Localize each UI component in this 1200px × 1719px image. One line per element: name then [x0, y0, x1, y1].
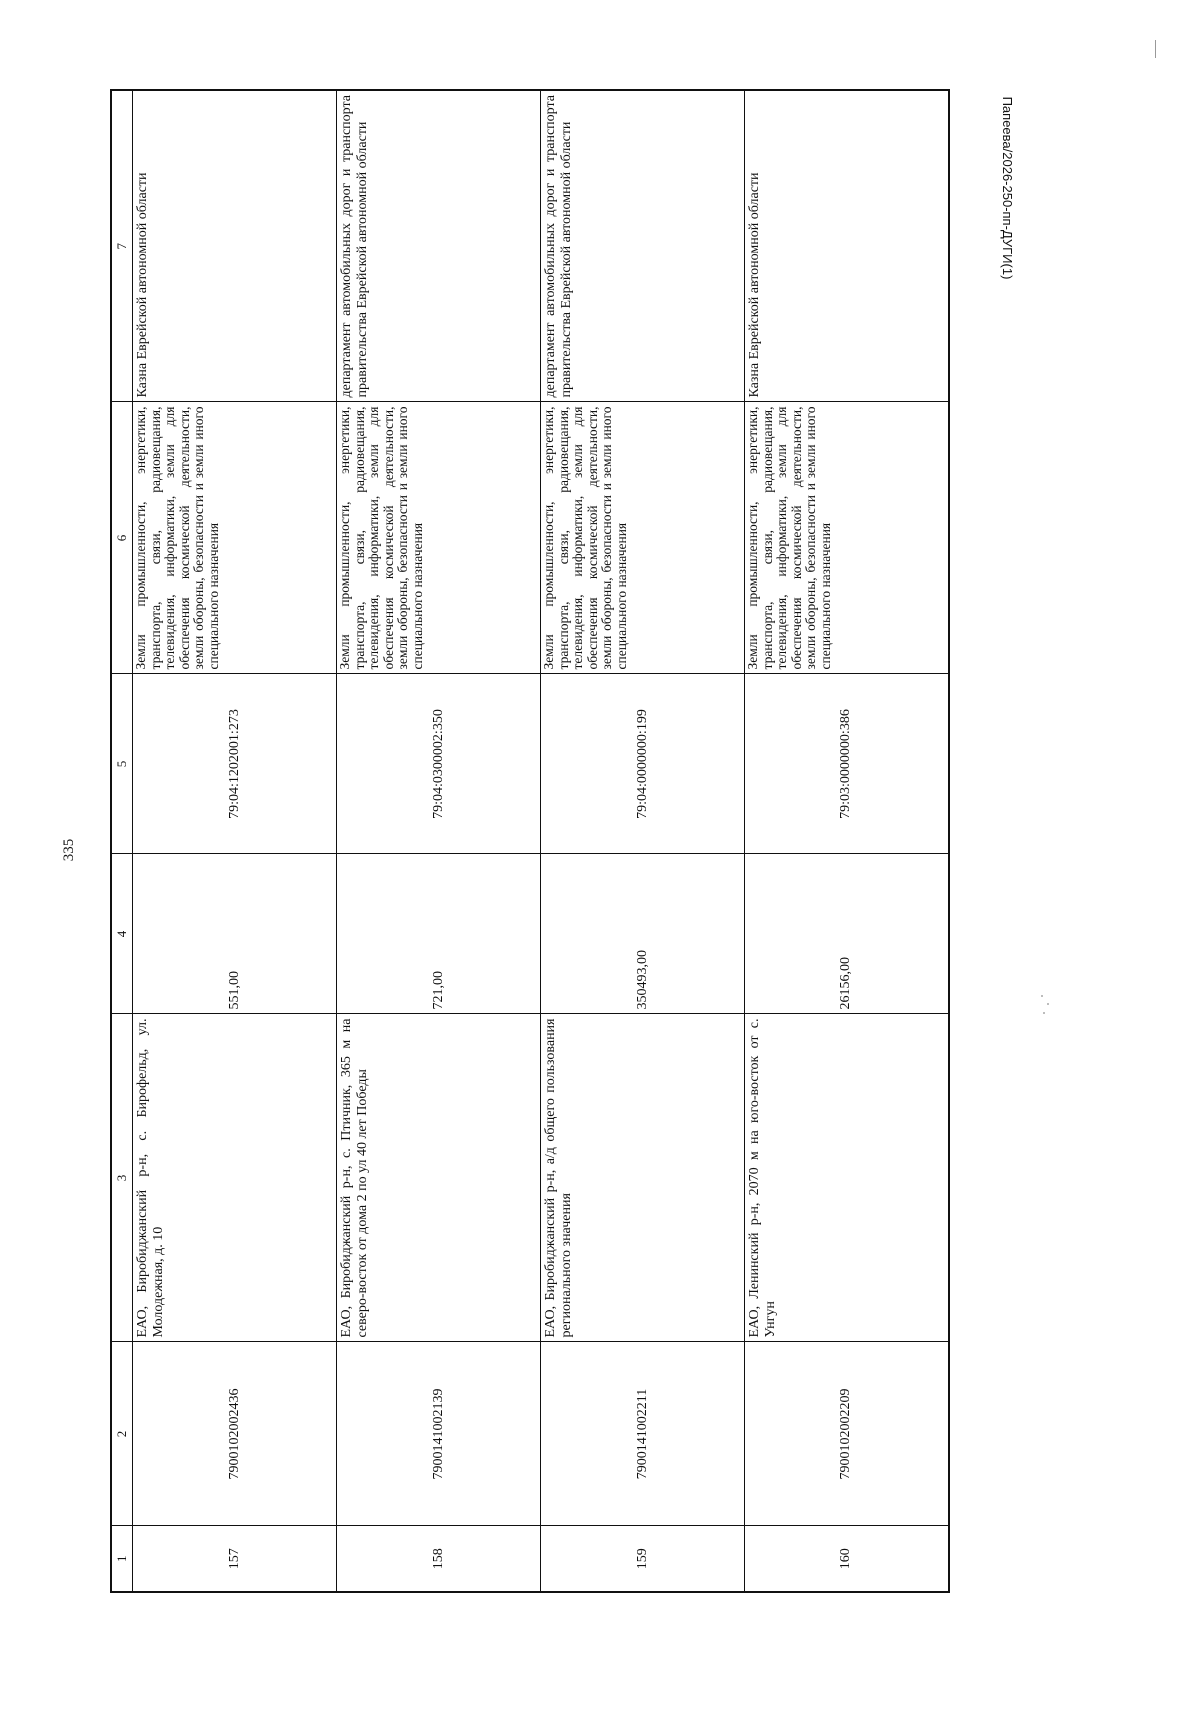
table-frame: [110, 91, 942, 1593]
area: 721,00: [337, 854, 541, 1014]
registry-code: 7900141002139: [337, 1342, 541, 1526]
row-number: 160: [745, 1526, 949, 1592]
column-header: 4: [111, 854, 133, 1014]
cadastral-number: 79:04:0000000:199: [541, 674, 745, 854]
area: 26156,00: [745, 854, 949, 1014]
row-number: 157: [133, 1526, 337, 1592]
column-header: 1: [111, 1526, 133, 1592]
row-number: 158: [337, 1526, 541, 1592]
address: ЕАО, Биробиджанский р-н, с. Птичник, 365 м на северо-восток от дома 2 по ул 40 лет Победы: [337, 1014, 541, 1342]
owner: департамент автомобильных дорог и транспорта правительства Еврейской автономной области: [337, 90, 541, 402]
land-category: Земли промышленности, энергетики, транспорта, связи, радиовещания, телевидения, информатики, земли для обеспечения космической деятельности, земли обороны, безопасности и земли иного специального назначения: [745, 402, 949, 674]
owner: департамент автомобильных дорог и транспорта правительства Еврейской автономной области: [541, 90, 745, 402]
land-category: Земли промышленности, энергетики, транспорта, связи, радиовещания, телевидения, информатики, земли для обеспечения космической деятельности, земли обороны, безопасности и земли иного специального назначения: [337, 402, 541, 674]
scan-speck: [1043, 1012, 1045, 1014]
row-number: 159: [541, 1526, 745, 1592]
registry-code: 7900102002436: [133, 1342, 337, 1526]
column-header: 5: [111, 674, 133, 854]
scan-speck: [1047, 1003, 1049, 1005]
cadastral-number: 79:04:0300002:350: [337, 674, 541, 854]
table-row: [745, 90, 949, 1592]
cadastral-number: 79:04:1202001:273: [133, 674, 337, 854]
land-plots-table: [110, 89, 950, 1593]
address: ЕАО, Биробиджанский р-н, с. Бирофельд, ул. Молодежная, д. 10: [133, 1014, 337, 1342]
owner: Казна Еврейской автономной области: [745, 90, 949, 402]
document-code: Папеева/2026-250-пп-ДУГИ(1): [1000, 96, 1016, 280]
registry-code: 7900102002209: [745, 1342, 949, 1526]
column-number-row: [111, 90, 133, 1592]
column-header: 3: [111, 1014, 133, 1342]
area: 551,00: [133, 854, 337, 1014]
registry-code: 7900141002211: [541, 1342, 745, 1526]
cadastral-number: 79:03:0000000:386: [745, 674, 949, 854]
land-category: Земли промышленности, энергетики, транспорта, связи, радиовещания, телевидения, информатики, земли для обеспечения космической деятельности, земли обороны, безопасности и земли иного специального назначения: [133, 402, 337, 674]
table-row: [337, 90, 541, 1592]
column-header: 6: [111, 402, 133, 674]
land-category: Земли промышленности, энергетики, транспорта, связи, радиовещания, телевидения, информатики, земли для обеспечения космической деятельности, земли обороны, безопасности и земли иного специального назначения: [541, 402, 745, 674]
column-header: 2: [111, 1342, 133, 1526]
owner: Казна Еврейской автономной области: [133, 90, 337, 402]
scan-edge-mark: [1155, 40, 1156, 58]
address: ЕАО, Биробиджанский р-н, а/д общего пользования регионального значения: [541, 1014, 745, 1342]
column-header: 7: [111, 90, 133, 402]
area: 350493,00: [541, 854, 745, 1014]
page-number: 335: [60, 838, 77, 862]
scan-speck: [1041, 995, 1043, 997]
address: ЕАО, Ленинский р-н, 2070 м на юго-восток от с. Унгун: [745, 1014, 949, 1342]
table-row: [541, 90, 745, 1592]
table-row: [133, 90, 337, 1592]
